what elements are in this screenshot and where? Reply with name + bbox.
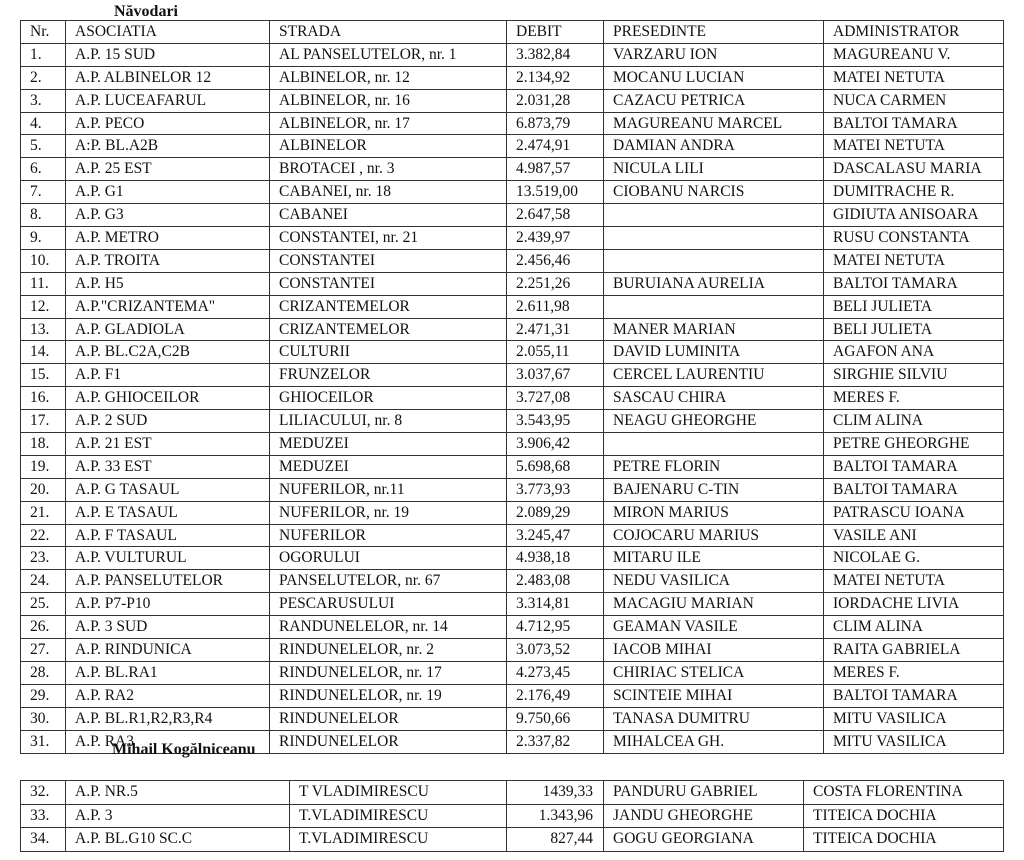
header-row xyxy=(21,21,1004,44)
cell-administrator: RAITA GABRIELA xyxy=(824,639,1004,662)
cell-administrator: VASILE ANI xyxy=(824,524,1004,547)
table-row xyxy=(21,616,1004,639)
cell-asociatia: A.P. 25 EST xyxy=(66,158,270,181)
cell-asociatia: A.P. TROITA xyxy=(66,249,270,272)
cell-presedinte: TANASA DUMITRU xyxy=(604,707,824,730)
cell-strada: T VLADIMIRESCU xyxy=(290,781,507,805)
cell-strada: CONSTANTEI xyxy=(270,249,507,272)
cell-nr: 29. xyxy=(21,684,66,707)
cell-asociatia: A.P. 33 EST xyxy=(66,455,270,478)
cell-strada: LILIACULUI, nr. 8 xyxy=(270,410,507,433)
cell-debit: 2.251,26 xyxy=(507,272,604,295)
cell-strada: PESCARUSULUI xyxy=(270,593,507,616)
cell-asociatia: A.P. RA3 xyxy=(66,730,270,753)
cell-administrator: BALTOI TAMARA xyxy=(824,478,1004,501)
cell-administrator: CLIM ALINA xyxy=(824,410,1004,433)
cell-debit: 3.543,95 xyxy=(507,410,604,433)
cell-debit: 2.134,92 xyxy=(507,66,604,89)
cell-debit: 3.382,84 xyxy=(507,43,604,66)
cell-strada: CABANEI, nr. 18 xyxy=(270,181,507,204)
cell-nr: 5. xyxy=(21,135,66,158)
table-row xyxy=(21,547,1004,570)
cell-strada: RINDUNELELOR, nr. 19 xyxy=(270,684,507,707)
cell-administrator: NICOLAE G. xyxy=(824,547,1004,570)
table-row xyxy=(21,707,1004,730)
cell-nr: 12. xyxy=(21,295,66,318)
cell-administrator: BALTOI TAMARA xyxy=(824,112,1004,135)
cell-nr: 30. xyxy=(21,707,66,730)
table-row xyxy=(21,158,1004,181)
cell-debit: 2.089,29 xyxy=(507,501,604,524)
cell-nr: 32. xyxy=(21,781,66,805)
cell-administrator: TITEICA DOCHIA xyxy=(804,804,1004,828)
cell-administrator: BELI JULIETA xyxy=(824,295,1004,318)
table-row xyxy=(21,249,1004,272)
cell-asociatia: A.P. PANSELUTELOR xyxy=(66,570,270,593)
cell-nr: 21. xyxy=(21,501,66,524)
cell-debit: 3.073,52 xyxy=(507,639,604,662)
cell-administrator: MATEI NETUTA xyxy=(824,570,1004,593)
cell-asociatia: A.P."CRIZANTEMA" xyxy=(66,295,270,318)
cell-administrator: BELI JULIETA xyxy=(824,318,1004,341)
cell-nr: 25. xyxy=(21,593,66,616)
cell-administrator: MERES F. xyxy=(824,661,1004,684)
cell-nr: 19. xyxy=(21,455,66,478)
cell-presedinte: GOGU GEORGIANA xyxy=(604,828,804,852)
cell-debit: 3.245,47 xyxy=(507,524,604,547)
cell-presedinte: GEAMAN VASILE xyxy=(604,616,824,639)
cell-strada: RANDUNELELOR, nr. 14 xyxy=(270,616,507,639)
cell-debit: 13.519,00 xyxy=(507,181,604,204)
cell-debit: 2.031,28 xyxy=(507,89,604,112)
cell-asociatia: A.P. H5 xyxy=(66,272,270,295)
cell-debit: 2.337,82 xyxy=(507,730,604,753)
cell-administrator: PATRASCU IOANA xyxy=(824,501,1004,524)
cell-presedinte: NEDU VASILICA xyxy=(604,570,824,593)
cell-strada: RINDUNELELOR xyxy=(270,707,507,730)
table-row xyxy=(21,661,1004,684)
cell-asociatia: A.P. 3 xyxy=(66,804,290,828)
cell-strada: ALBINELOR, nr. 17 xyxy=(270,112,507,135)
cell-presedinte: MOCANU LUCIAN xyxy=(604,66,824,89)
cell-strada: NUFERILOR, nr.11 xyxy=(270,478,507,501)
cell-nr: 16. xyxy=(21,387,66,410)
cell-asociatia: A.P. BL.G10 SC.C xyxy=(66,828,290,852)
cell-administrator: GIDIUTA ANISOARA xyxy=(824,204,1004,227)
cell-strada: ALBINELOR xyxy=(270,135,507,158)
cell-presedinte: IACOB MIHAI xyxy=(604,639,824,662)
cell-nr: 8. xyxy=(21,204,66,227)
cell-asociatia: A.P. METRO xyxy=(66,227,270,250)
cell-presedinte: VARZARU ION xyxy=(604,43,824,66)
cell-administrator: MERES F. xyxy=(824,387,1004,410)
cell-nr: 34. xyxy=(21,828,66,852)
cell-strada: RINDUNELELOR, nr. 2 xyxy=(270,639,507,662)
cell-strada: MEDUZEI xyxy=(270,433,507,456)
cell-administrator: TITEICA DOCHIA xyxy=(804,828,1004,852)
cell-administrator: RUSU CONSTANTA xyxy=(824,227,1004,250)
table-row xyxy=(21,570,1004,593)
cell-asociatia: A.P. 15 SUD xyxy=(66,43,270,66)
cell-administrator: NUCA CARMEN xyxy=(824,89,1004,112)
cell-asociatia: A.P. BL.C2A,C2B xyxy=(66,341,270,364)
cell-presedinte: DAMIAN ANDRA xyxy=(604,135,824,158)
cell-presedinte: MANER MARIAN xyxy=(604,318,824,341)
cell-administrator: COSTA FLORENTINA xyxy=(804,781,1004,805)
cell-asociatia: A.P. E TASAUL xyxy=(66,501,270,524)
cell-debit: 4.938,18 xyxy=(507,547,604,570)
header-debit: DEBIT xyxy=(507,21,604,44)
cell-presedinte xyxy=(604,227,824,250)
cell-presedinte: PETRE FLORIN xyxy=(604,455,824,478)
cell-presedinte: CAZACU PETRICA xyxy=(604,89,824,112)
cell-nr: 15. xyxy=(21,364,66,387)
cell-strada: RINDUNELELOR, nr. 17 xyxy=(270,661,507,684)
cell-strada: CONSTANTEI, nr. 21 xyxy=(270,227,507,250)
header-asociatia: ASOCIATIA xyxy=(66,21,270,44)
cell-nr: 31. xyxy=(21,730,66,753)
cell-presedinte: MACAGIU MARIAN xyxy=(604,593,824,616)
navodari-table xyxy=(20,20,1004,754)
table-row xyxy=(21,433,1004,456)
table-row xyxy=(21,227,1004,250)
table-row xyxy=(21,66,1004,89)
table-row xyxy=(21,295,1004,318)
cell-presedinte: COJOCARU MARIUS xyxy=(604,524,824,547)
cell-presedinte: NICULA LILI xyxy=(604,158,824,181)
table-row xyxy=(21,478,1004,501)
cell-asociatia: A.P. G3 xyxy=(66,204,270,227)
table-row xyxy=(21,593,1004,616)
cell-presedinte: MIHALCEA GH. xyxy=(604,730,824,753)
cell-asociatia: A.P. P7-P10 xyxy=(66,593,270,616)
cell-presedinte: CHIRIAC STELICA xyxy=(604,661,824,684)
table-row xyxy=(21,524,1004,547)
cell-administrator: CLIM ALINA xyxy=(824,616,1004,639)
cell-asociatia: A.P. BL.RA1 xyxy=(66,661,270,684)
cell-presedinte: SASCAU CHIRA xyxy=(604,387,824,410)
table-row xyxy=(21,455,1004,478)
section-title-mihail-kogalniceanu: Mihail Kogălniceanu xyxy=(112,741,256,758)
table-row xyxy=(21,272,1004,295)
cell-asociatia: A.P. 21 EST xyxy=(66,433,270,456)
cell-nr: 18. xyxy=(21,433,66,456)
cell-strada: NUFERILOR xyxy=(270,524,507,547)
cell-asociatia: A.P. F1 xyxy=(66,364,270,387)
cell-debit: 2.474,91 xyxy=(507,135,604,158)
cell-asociatia: A.P. G1 xyxy=(66,181,270,204)
cell-debit: 4.712,95 xyxy=(507,616,604,639)
cell-strada: CRIZANTEMELOR xyxy=(270,295,507,318)
cell-debit: 827,44 xyxy=(507,828,604,852)
cell-strada: T.VLADIMIRESCU xyxy=(290,804,507,828)
table-row xyxy=(21,639,1004,662)
table-row xyxy=(21,781,1004,805)
cell-nr: 2. xyxy=(21,66,66,89)
cell-nr: 23. xyxy=(21,547,66,570)
cell-strada: CRIZANTEMELOR xyxy=(270,318,507,341)
cell-nr: 22. xyxy=(21,524,66,547)
cell-administrator: DUMITRACHE R. xyxy=(824,181,1004,204)
table-row xyxy=(21,43,1004,66)
table-row xyxy=(21,135,1004,158)
cell-nr: 26. xyxy=(21,616,66,639)
cell-nr: 10. xyxy=(21,249,66,272)
table-row xyxy=(21,181,1004,204)
cell-asociatia: A.P. 3 SUD xyxy=(66,616,270,639)
cell-nr: 27. xyxy=(21,639,66,662)
cell-administrator: SIRGHIE SILVIU xyxy=(824,364,1004,387)
cell-debit: 3.314,81 xyxy=(507,593,604,616)
table-row xyxy=(21,684,1004,707)
cell-administrator: BALTOI TAMARA xyxy=(824,455,1004,478)
table-row xyxy=(21,804,1004,828)
cell-administrator: MATEI NETUTA xyxy=(824,249,1004,272)
cell-presedinte xyxy=(604,204,824,227)
cell-strada: RINDUNELELOR xyxy=(270,730,507,753)
cell-asociatia: A.P. RINDUNICA xyxy=(66,639,270,662)
cell-nr: 9. xyxy=(21,227,66,250)
cell-strada: BROTACEI , nr. 3 xyxy=(270,158,507,181)
cell-presedinte xyxy=(604,295,824,318)
cell-administrator: DASCALASU MARIA xyxy=(824,158,1004,181)
cell-administrator: MITU VASILICA xyxy=(824,730,1004,753)
cell-nr: 4. xyxy=(21,112,66,135)
table-row xyxy=(21,828,1004,852)
cell-nr: 17. xyxy=(21,410,66,433)
cell-presedinte: JANDU GHEORGHE xyxy=(604,804,804,828)
cell-debit: 3.037,67 xyxy=(507,364,604,387)
cell-presedinte: MAGUREANU MARCEL xyxy=(604,112,824,135)
cell-debit: 3.727,08 xyxy=(507,387,604,410)
cell-presedinte: MITARU ILE xyxy=(604,547,824,570)
table-row xyxy=(21,318,1004,341)
cell-presedinte xyxy=(604,433,824,456)
cell-debit: 3.906,42 xyxy=(507,433,604,456)
table-row xyxy=(21,387,1004,410)
cell-nr: 13. xyxy=(21,318,66,341)
cell-administrator: BALTOI TAMARA xyxy=(824,272,1004,295)
cell-strada: PANSELUTELOR, nr. 67 xyxy=(270,570,507,593)
cell-nr: 1. xyxy=(21,43,66,66)
cell-strada: ALBINELOR, nr. 16 xyxy=(270,89,507,112)
cell-strada: NUFERILOR, nr. 19 xyxy=(270,501,507,524)
table-row xyxy=(21,89,1004,112)
section-title-navodari: Năvodari xyxy=(114,3,178,20)
cell-asociatia: A.P. GLADIOLA xyxy=(66,318,270,341)
cell-administrator: MAGUREANU V. xyxy=(824,43,1004,66)
cell-administrator: MATEI NETUTA xyxy=(824,66,1004,89)
cell-strada: FRUNZELOR xyxy=(270,364,507,387)
cell-strada: AL PANSELUTELOR, nr. 1 xyxy=(270,43,507,66)
cell-asociatia: A.P. LUCEAFARUL xyxy=(66,89,270,112)
cell-presedinte: BURUIANA AURELIA xyxy=(604,272,824,295)
header-nr: Nr. xyxy=(21,21,66,44)
cell-presedinte: SCINTEIE MIHAI xyxy=(604,684,824,707)
cell-administrator: PETRE GHEORGHE xyxy=(824,433,1004,456)
cell-asociatia: A.P. GHIOCEILOR xyxy=(66,387,270,410)
kogalniceanu-table xyxy=(20,780,1004,852)
cell-nr: 14. xyxy=(21,341,66,364)
cell-debit: 2.611,98 xyxy=(507,295,604,318)
table-row xyxy=(21,501,1004,524)
cell-presedinte: CERCEL LAURENTIU xyxy=(604,364,824,387)
cell-asociatia: A.P. ALBINELOR 12 xyxy=(66,66,270,89)
cell-debit: 2.647,58 xyxy=(507,204,604,227)
cell-administrator: MITU VASILICA xyxy=(824,707,1004,730)
cell-strada: OGORULUI xyxy=(270,547,507,570)
cell-nr: 33. xyxy=(21,804,66,828)
cell-debit: 5.698,68 xyxy=(507,455,604,478)
cell-presedinte: CIOBANU NARCIS xyxy=(604,181,824,204)
cell-presedinte: DAVID LUMINITA xyxy=(604,341,824,364)
cell-nr: 7. xyxy=(21,181,66,204)
header-administrator: ADMINISTRATOR xyxy=(824,21,1004,44)
cell-asociatia: A.P. BL.R1,R2,R3,R4 xyxy=(66,707,270,730)
cell-presedinte xyxy=(604,249,824,272)
cell-administrator: MATEI NETUTA xyxy=(824,135,1004,158)
cell-nr: 24. xyxy=(21,570,66,593)
cell-debit: 2.483,08 xyxy=(507,570,604,593)
table-row xyxy=(21,204,1004,227)
cell-strada: T.VLADIMIRESCU xyxy=(290,828,507,852)
cell-nr: 28. xyxy=(21,661,66,684)
cell-presedinte: MIRON MARIUS xyxy=(604,501,824,524)
table-row xyxy=(21,112,1004,135)
cell-asociatia: A.P. NR.5 xyxy=(66,781,290,805)
cell-debit: 2.176,49 xyxy=(507,684,604,707)
cell-debit: 4.273,45 xyxy=(507,661,604,684)
cell-debit: 2.439,97 xyxy=(507,227,604,250)
cell-nr: 11. xyxy=(21,272,66,295)
cell-asociatia: A.P. G TASAUL xyxy=(66,478,270,501)
table-row xyxy=(21,410,1004,433)
cell-administrator: AGAFON ANA xyxy=(824,341,1004,364)
cell-asociatia: A.P. RA2 xyxy=(66,684,270,707)
cell-debit: 4.987,57 xyxy=(507,158,604,181)
cell-nr: 6. xyxy=(21,158,66,181)
cell-presedinte: NEAGU GHEORGHE xyxy=(604,410,824,433)
cell-asociatia: A.P. 2 SUD xyxy=(66,410,270,433)
table-row xyxy=(21,341,1004,364)
cell-strada: CONSTANTEI xyxy=(270,272,507,295)
cell-strada: GHIOCEILOR xyxy=(270,387,507,410)
cell-administrator: BALTOI TAMARA xyxy=(824,684,1004,707)
cell-debit: 3.773,93 xyxy=(507,478,604,501)
cell-strada: MEDUZEI xyxy=(270,455,507,478)
header-strada: STRADA xyxy=(270,21,507,44)
cell-administrator: IORDACHE LIVIA xyxy=(824,593,1004,616)
cell-debit: 9.750,66 xyxy=(507,707,604,730)
cell-asociatia: A.P. VULTURUL xyxy=(66,547,270,570)
cell-presedinte: PANDURU GABRIEL xyxy=(604,781,804,805)
cell-nr: 20. xyxy=(21,478,66,501)
cell-debit: 1.343,96 xyxy=(507,804,604,828)
cell-asociatia: A:P. BL.A2B xyxy=(66,135,270,158)
cell-asociatia: A.P. F TASAUL xyxy=(66,524,270,547)
cell-debit: 2.471,31 xyxy=(507,318,604,341)
cell-nr: 3. xyxy=(21,89,66,112)
header-presedinte: PRESEDINTE xyxy=(604,21,824,44)
cell-debit: 6.873,79 xyxy=(507,112,604,135)
cell-debit: 2.055,11 xyxy=(507,341,604,364)
cell-debit: 1439,33 xyxy=(507,781,604,805)
table-row xyxy=(21,364,1004,387)
cell-presedinte: BAJENARU C-TIN xyxy=(604,478,824,501)
cell-debit: 2.456,46 xyxy=(507,249,604,272)
cell-strada: CABANEI xyxy=(270,204,507,227)
cell-strada: CULTURII xyxy=(270,341,507,364)
cell-strada: ALBINELOR, nr. 12 xyxy=(270,66,507,89)
cell-asociatia: A.P. PECO xyxy=(66,112,270,135)
